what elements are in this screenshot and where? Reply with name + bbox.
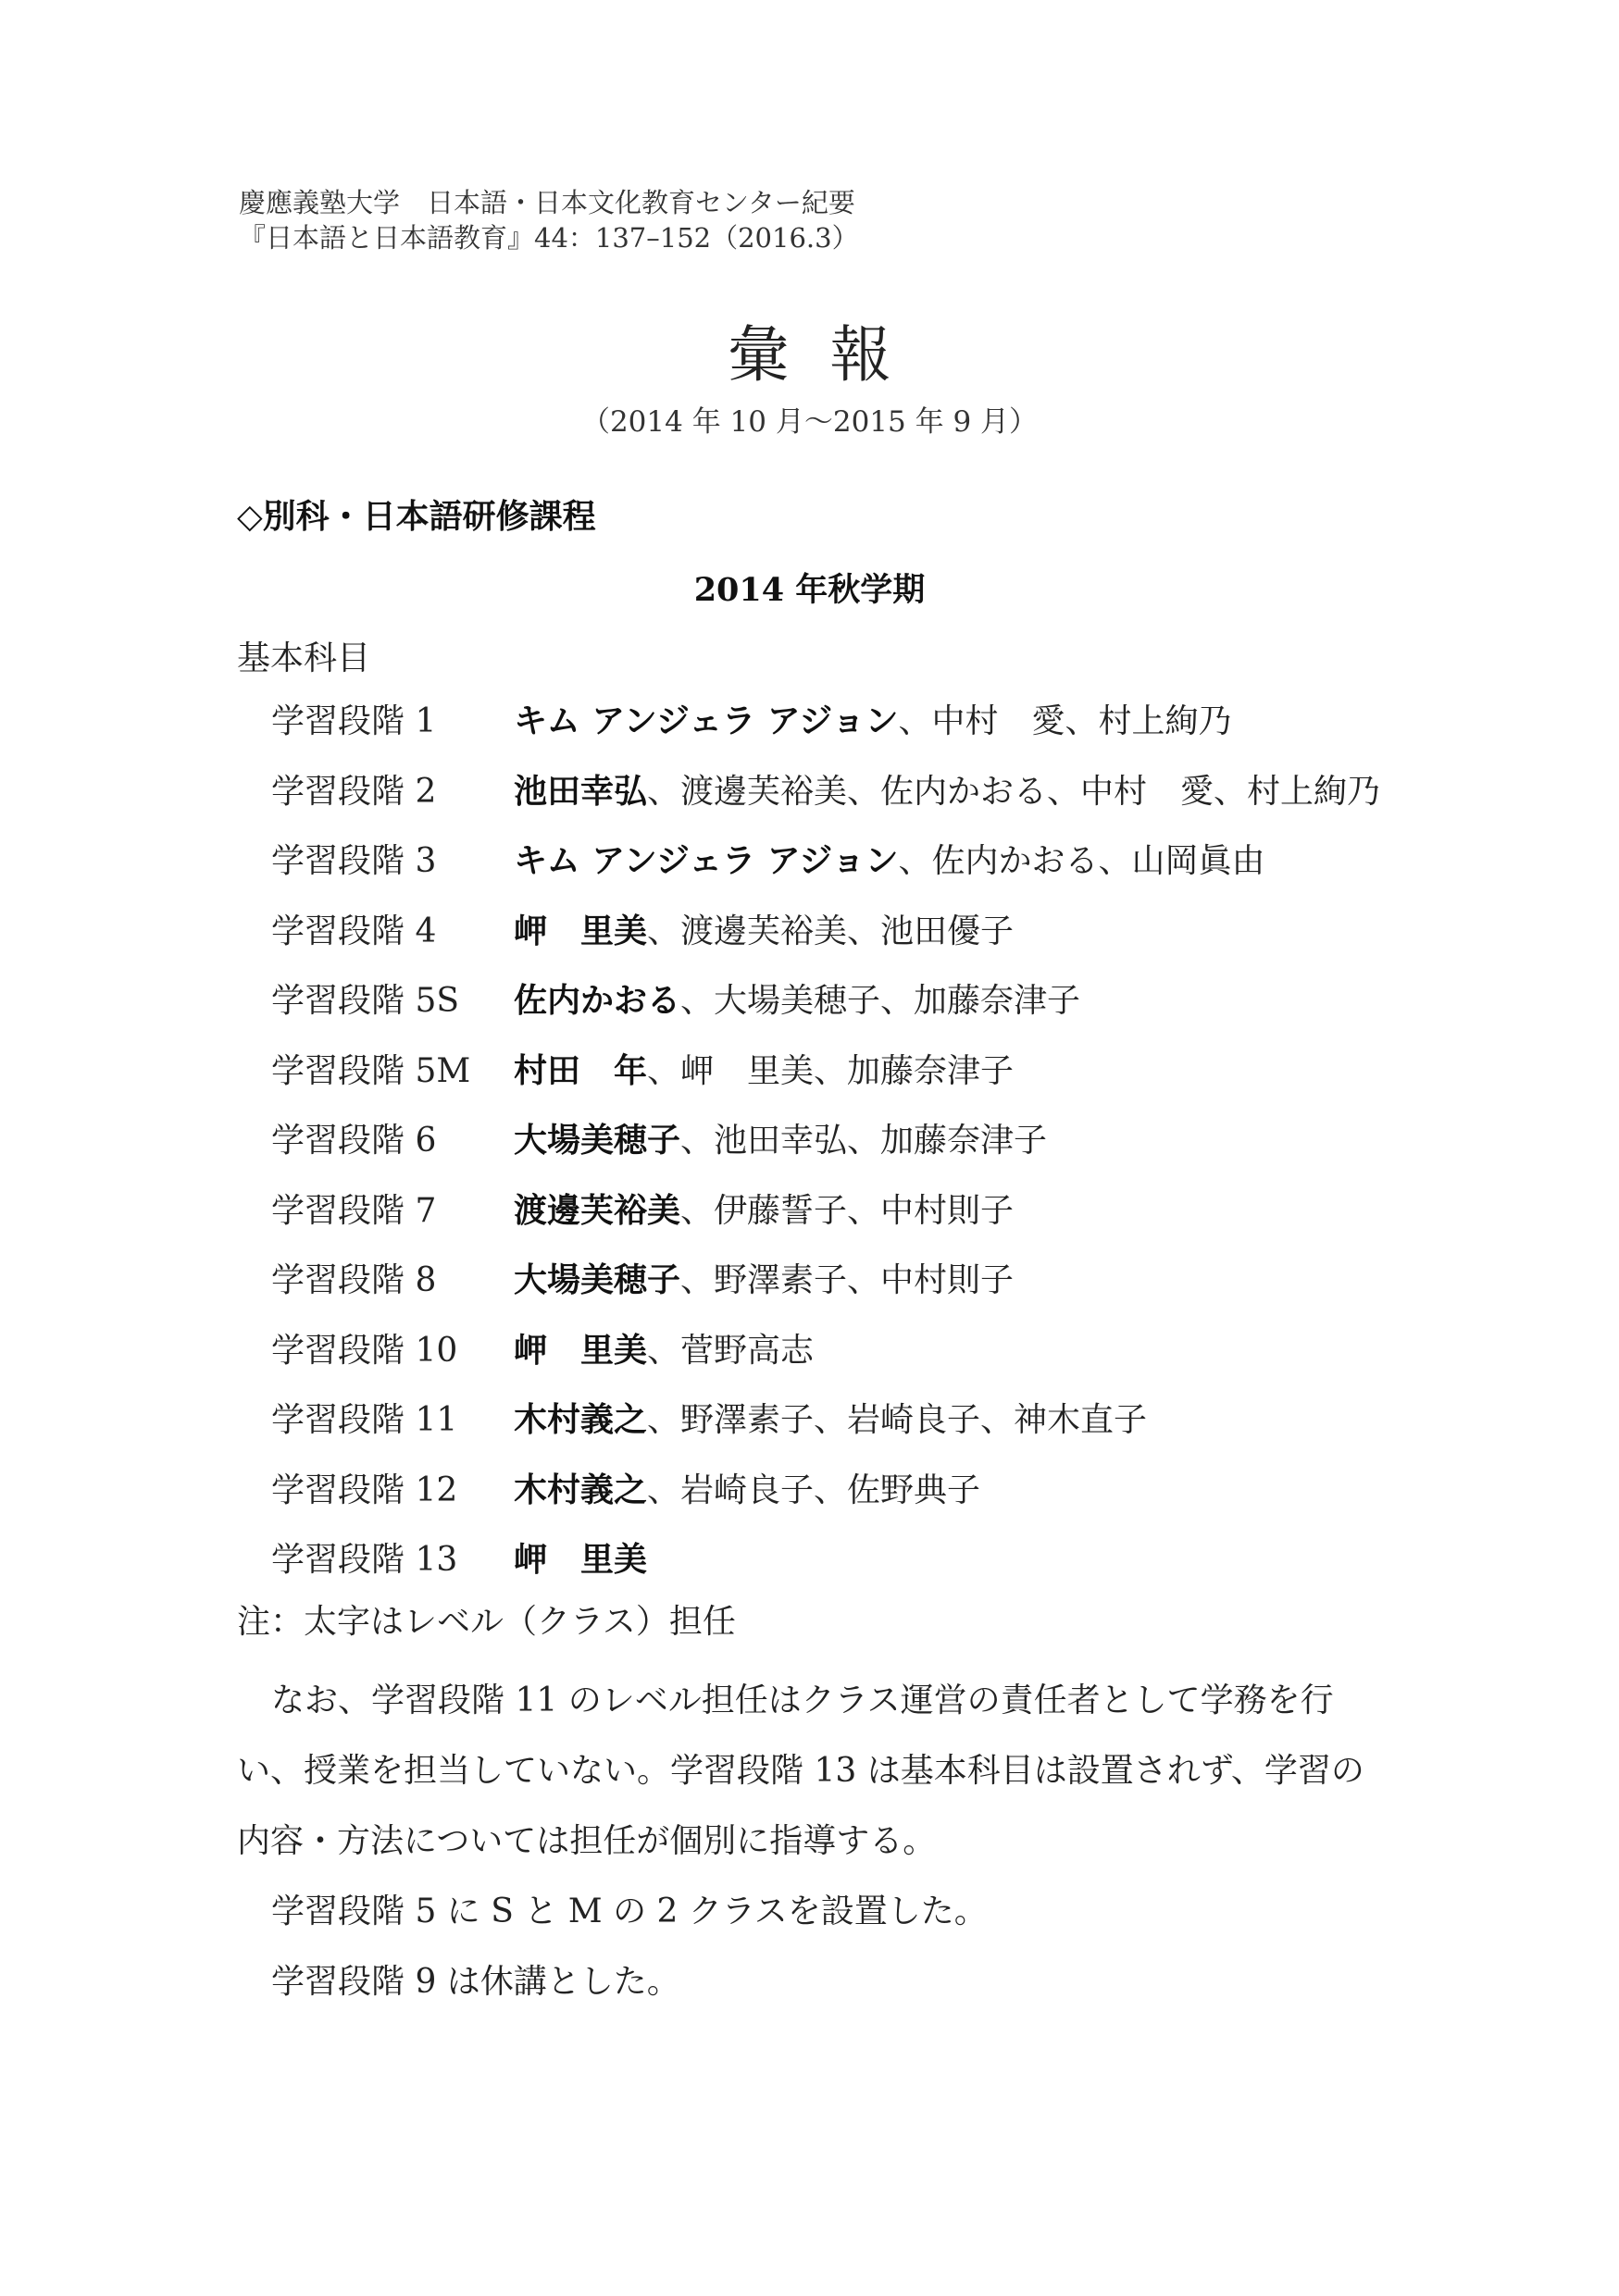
list-item: [271, 1260, 1380, 1330]
journal-header-line-2: 『日本語と日本語教育』44：137–152（2016.3）: [239, 222, 859, 254]
lead-teacher: 渡邊芙裕美: [514, 1191, 681, 1230]
page-title: 彙報: [728, 319, 932, 391]
other-teachers: 、渡邊芙裕美、池田優子: [647, 912, 1015, 950]
journal-header: [239, 185, 859, 255]
teacher-names: [514, 1120, 1047, 1162]
subject-heading: 基本科目: [237, 639, 371, 677]
teacher-names: [514, 840, 1265, 883]
teacher-names: [514, 1330, 814, 1372]
level-label: 学習段階 8: [271, 1261, 437, 1299]
level-label: 学習段階 13: [271, 1541, 458, 1579]
lead-teacher: 木村義之: [514, 1471, 648, 1509]
teacher-names: [514, 980, 1080, 1023]
other-teachers: 、渡邊芙裕美、佐内かおる、中村 愛、村上絢乃: [647, 772, 1381, 811]
teacher-names: [514, 771, 1380, 813]
list-item: [271, 1399, 1380, 1470]
lead-teacher: 村田 年: [514, 1051, 648, 1090]
list-item: [271, 1470, 1380, 1540]
teacher-names: [514, 1399, 1147, 1442]
level-label: 学習段階 10: [271, 1331, 458, 1370]
lead-teacher: 岬 里美: [514, 1541, 648, 1579]
notes-body: [237, 1666, 1385, 2017]
list-item: [271, 840, 1380, 911]
lead-teacher: キム アンジェラ アジョン: [514, 702, 899, 740]
level-label: 学習段階 3: [271, 842, 437, 880]
list-item: [271, 1190, 1380, 1260]
teacher-names: [514, 1539, 647, 1582]
other-teachers: 、伊藤誓子、中村則子: [680, 1191, 1015, 1230]
lead-teacher: 岬 里美: [514, 912, 648, 950]
lead-teacher: 佐内かおる: [514, 982, 681, 1020]
other-teachers: 、佐内かおる、山岡眞由: [898, 842, 1265, 880]
list-item: [271, 771, 1380, 841]
bold-note: 注：太字はレベル（クラス）担任: [237, 1603, 736, 1641]
list-item: [271, 1050, 1380, 1121]
list-item: [271, 1120, 1380, 1190]
other-teachers: 、岩崎良子、佐野典子: [647, 1471, 981, 1509]
list-item: [271, 1539, 1380, 1609]
list-item: [271, 701, 1380, 771]
other-teachers: 、大場美穂子、加藤奈津子: [680, 982, 1081, 1020]
lead-teacher: 木村義之: [514, 1401, 648, 1439]
paragraph: 学習段階 5 に S と M の 2 クラスを設置した。: [271, 1893, 988, 1930]
level-label: 学習段階 4: [271, 912, 437, 950]
teacher-names: [514, 1190, 1014, 1233]
level-label: 学習段階 1: [271, 702, 437, 740]
other-teachers: 、野澤素子、岩崎良子、神木直子: [647, 1401, 1148, 1439]
level-teacher-list: [271, 701, 1380, 1609]
list-item: [271, 1330, 1380, 1400]
other-teachers: 、岬 里美、加藤奈津子: [647, 1051, 1015, 1090]
paragraph: なお、学習段階 11 のレベル担任はクラス運営の責任者として学務を行い、授業を担当していない。学習段階 13 は基本科目は設置されず、学習の内容・方法については担任が個別に指導する。: [237, 1682, 1364, 1860]
lead-teacher: 大場美穂子: [514, 1122, 681, 1160]
other-teachers: 、池田幸弘、加藤奈津子: [680, 1122, 1048, 1160]
level-label: 学習段階 5S: [271, 982, 460, 1020]
list-item: [271, 980, 1380, 1050]
lead-teacher: 大場美穂子: [514, 1261, 681, 1299]
level-label: 学習段階 6: [271, 1122, 437, 1160]
level-label: 学習段階 11: [271, 1401, 458, 1439]
term-heading: 2014 年秋学期: [693, 571, 926, 609]
list-item: [271, 911, 1380, 981]
other-teachers: 、中村 愛、村上絢乃: [898, 702, 1232, 740]
level-label: 学習段階 7: [271, 1191, 437, 1230]
teacher-names: [514, 701, 1232, 743]
teacher-names: [514, 1260, 1014, 1302]
report-period: （2014 年 10 月～2015 年 9 月）: [580, 405, 1039, 439]
other-teachers: 、野澤素子、中村則子: [680, 1261, 1015, 1299]
lead-teacher: キム アンジェラ アジョン: [514, 842, 899, 880]
level-label: 学習段階 2: [271, 772, 437, 811]
journal-header-line-1: 慶應義塾大学 日本語・日本文化教育センター紀要: [239, 187, 855, 218]
lead-teacher: 池田幸弘: [514, 772, 648, 811]
teacher-names: [514, 911, 1014, 953]
teacher-names: [514, 1050, 1014, 1093]
other-teachers: 、菅野高志: [647, 1331, 815, 1370]
level-label: 学習段階 12: [271, 1471, 458, 1509]
section-heading: ◇別科・日本語研修課程: [237, 498, 596, 536]
level-label: 学習段階 5M: [271, 1051, 471, 1090]
paragraph: 学習段階 9 は休講とした。: [271, 1963, 680, 2001]
lead-teacher: 岬 里美: [514, 1331, 648, 1370]
teacher-names: [514, 1470, 980, 1512]
